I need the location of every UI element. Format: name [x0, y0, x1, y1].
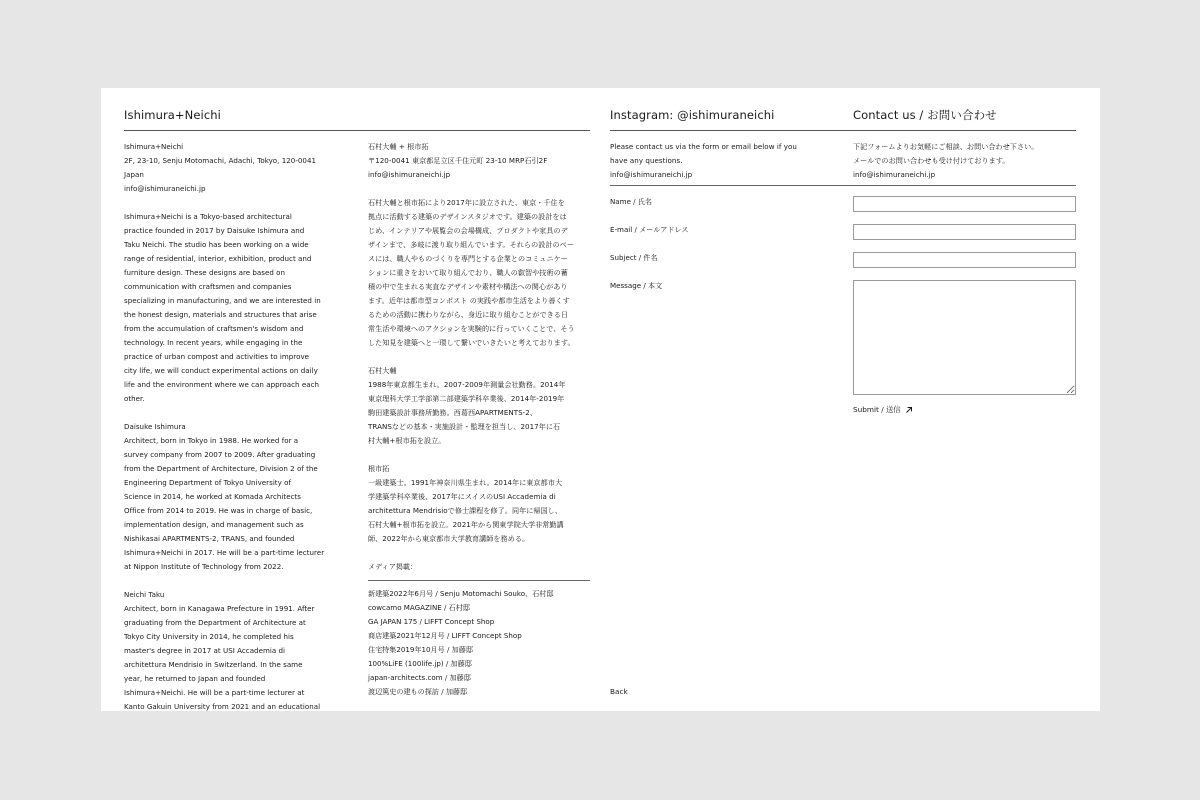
media-heading: メディア掲載：: [368, 562, 418, 571]
subject-label: Subject / 件名: [610, 253, 658, 262]
japanese-column: [368, 140, 594, 699]
subject-field[interactable]: [853, 252, 1076, 268]
arrow-up-right-icon: [905, 406, 913, 414]
name-label: Name / 氏名: [610, 197, 653, 206]
email-label: E-mail / メールアドレス: [610, 225, 689, 234]
japanese-bio-ishimura: 石村大輔 1988年東京都生まれ。2007-2009年測量会社勤務。2014年 東京理科大学工学部第二部建築学科卒業後、2014年-2019年 駒田建築設計事務所勤務。西葛西APARTMENTS-2、 TRANSなどの基本・実施設計・監理を担当し、2017年に石 村大輔+根市拓を設立。: [368, 366, 566, 445]
email-field[interactable]: [853, 224, 1076, 240]
english-about: Ishimura+Neichi is a Tokyo-based architectural practice founded in 2017 by Daisuke Ishimura and Taku Neichi. The studio has been working on a wide range of residential, interior, exhibition, product and furniture design. These designs are based on communication with craftsmen and companies specializing in manufacturing, and we are interested in the honest design, materials and structures that arise from the accumulation of craftsmen's wisdom and technology. In recent years, while engaging in the practice of urban compost and activities to improve city life, we will conduct experimental actions on daily life and the environment where we can approach each other.: [124, 212, 321, 403]
contact-intro-ja-text: 下記フォームよりお気軽にご相談、お問い合わせ下さい。 メールでのお問い合わせも受け付けております。 info@ishimuraneichi.jp: [853, 142, 1039, 179]
header-divider-left: [124, 130, 590, 131]
back-link[interactable]: Back: [610, 687, 628, 696]
japanese-address: 石村大輔 + 根市拓 〒120-0041 東京都足立区千住元町 23-10 MRP石引2F info@ishimuraneichi.jp: [368, 142, 548, 179]
contact-intro-en-text: Please contact us via the form or email below if you have any questions. info@ishimuraneichi.jp: [610, 142, 797, 179]
media-divider: [368, 580, 590, 581]
media-list: 新建築2022年6月号 / Senju Motomachi Souko、石村邸 cowcamo MAGAZINE / 石村邸 GA JAPAN 175 / LIFFT Concept Shop 商店建築2021年12月号 / LIFFT Concept Shop 住宅特集2019年10月号 / 加藤邸 100%LiFE (100life.jp) / 加藤邸 japan-architects.com / 加藤邸 渡辺篤史の建もの探訪 / 加藤邸: [368, 589, 554, 696]
content-page: [101, 88, 1100, 711]
english-column: [124, 140, 356, 711]
instagram-link[interactable]: Instagram: @ishimuraneichi: [610, 108, 775, 122]
english-bio-ishimura: Daisuke Ishimura Architect, born in Tokyo in 1988. He worked for a survey company from 2007 to 2009. After graduating from the Department of Architecture, Division 2 of the Engineering Department of Tokyo University of Science in 2014, he worked at Komada Architects Office from 2014 to 2019. He was in charge of basic, implementation design, and management such as Nishikasai APARTMENTS-2, TRANS, and founded Ishimura+Neichi in 2017. He will be a part-time lecturer at Nippon Institute of Technology from 2022.: [124, 422, 325, 571]
header-divider-right: [610, 130, 1076, 131]
message-field[interactable]: [853, 280, 1076, 395]
name-field[interactable]: [853, 196, 1076, 212]
contact-heading: Contact us / お問い合わせ: [853, 108, 997, 122]
contact-intro-en: [610, 140, 840, 182]
contact-intro-ja: [853, 140, 1083, 182]
studio-title: Ishimura+Neichi: [124, 108, 221, 122]
english-address: Ishimura+Neichi 2F, 23-10, Senju Motomachi, Adachi, Tokyo, 120-0041 Japan info@ishimuraneichi.jp: [124, 142, 317, 193]
japanese-bio-neichi: 根市拓 一級建築士。1991年神奈川県生まれ。2014年に東京都市大 学建築学科卒業後、2017年にスイスのUSI Accademia di architettura Mendrisioで修士課程を修了。同年に帰国し、 石村大輔+根市拓を設立。2021年から関東学院大学非常勤講 師、2022年から東京都市大学教育講師を務める。: [368, 464, 564, 543]
japanese-about: 石村大輔と根市拓により2017年に設立された、東京・千住を 拠点に活動する建築のデザインスタジオです。建築の設計をは じめ、インテリアや展覧会の会場構成、プロダクトや家具のデ ザインまで、多岐に渡り取り組んでいます。それらの設計のベー スには、職人やものづくりを専門とする企業とのコミュニケー ションに重きをおいて取り組んでおり、職人の叡智や技術の蓄 積の中で生まれる実直なデザインや素材や構法への関心があり ます。近年は都市型コンポスト の実践や都市生活をより善くす るための活動に携わりながら、身近に取り組むことができる日 常生活や環境へのアクションを実験的に行っていくことで、そう した知見を建築へと一環して繋いでいきたいと考えております。: [368, 198, 575, 347]
submit-button[interactable]: [853, 405, 913, 415]
message-label: Message / 本文: [610, 281, 663, 290]
form-divider: [610, 185, 1076, 186]
submit-label: Submit / 送信: [853, 405, 901, 414]
english-bio-neichi: Neichi Taku Architect, born in Kanagawa Prefecture in 1991. After graduating from the Department of Architecture at Tokyo City University in 2014, he completed his master's degree in 2017 at USI Accademia di architettura Mendrisio in Switzerland. In the same year, he returned to Japan and founded Ishimura+Neichi. He will be a part-time lecturer at Kanto Gakuin University from 2021 and an educational: [124, 590, 321, 711]
